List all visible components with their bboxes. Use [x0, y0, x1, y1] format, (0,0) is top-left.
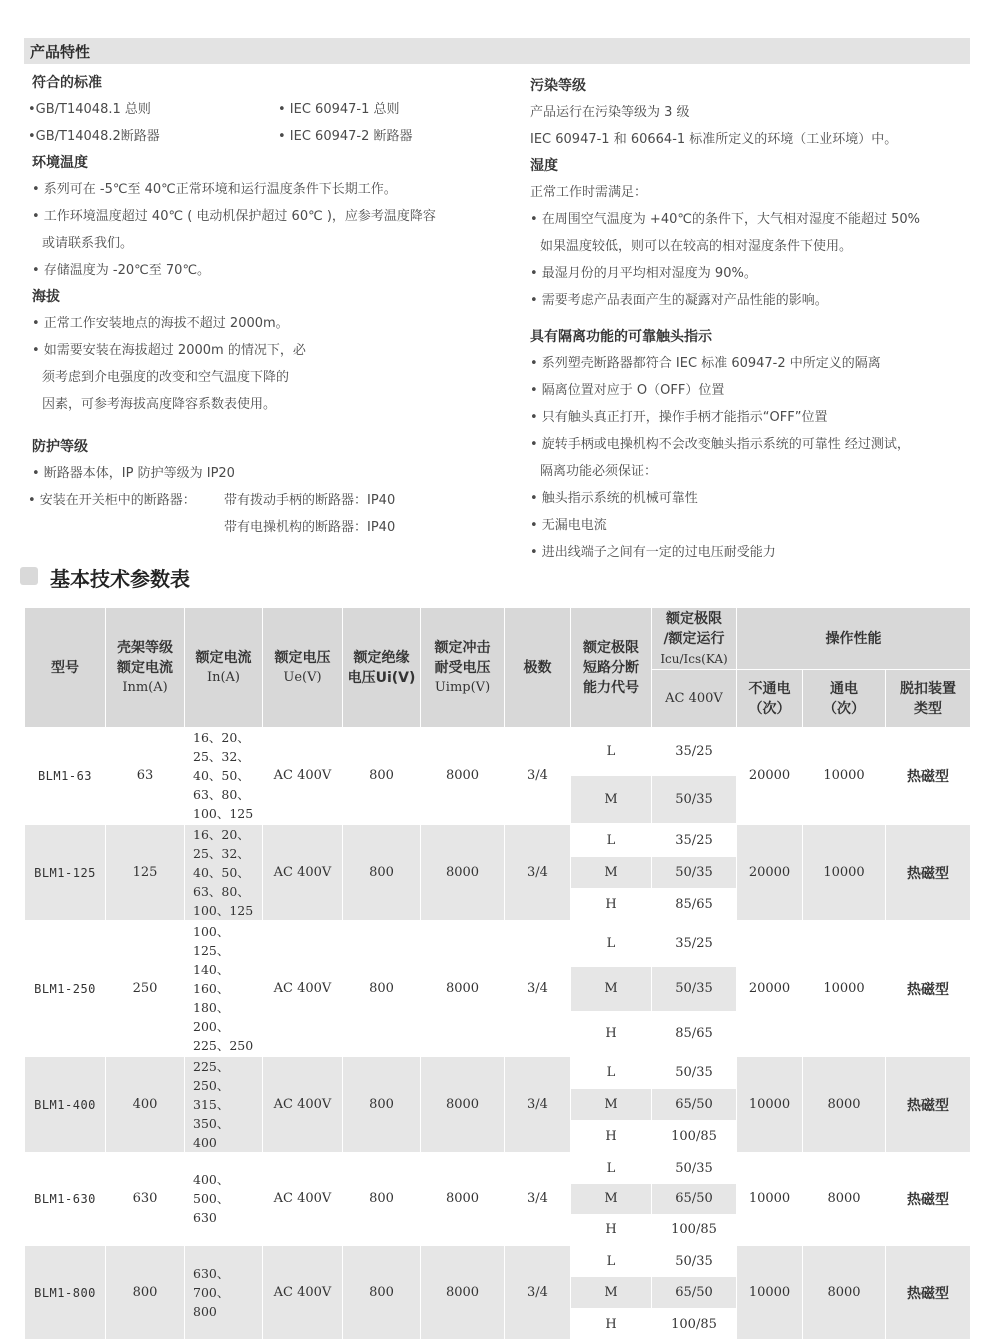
altitude-line: 因素，可参考海拔高度降容系数表使用。: [42, 397, 277, 412]
cell-voltage: AC 400V: [263, 1245, 343, 1340]
cell-model: BLM1-800: [25, 1245, 106, 1340]
cell-icu-ics: 50/35: [652, 966, 737, 1011]
cell-icu-ics: 35/25: [652, 824, 737, 856]
spec-table: [24, 607, 971, 1340]
table-title: 基本技术参数表: [50, 567, 190, 591]
pollution-heading: 污染等级: [530, 78, 586, 94]
isolation-line: • 只有触头真正打开，操作手柄才能指示“OFF”位置: [530, 410, 828, 425]
current-line: 630、700、: [193, 1266, 230, 1301]
env-temp-line: • 存储温度为 -20℃至 70℃。: [32, 263, 211, 278]
humidity-line: • 最湿月份的月平均相对湿度为 90%。: [530, 266, 757, 281]
cell-currents: [185, 921, 263, 1056]
cell-model: BLM1-63: [25, 728, 106, 825]
table-row: [25, 1153, 971, 1184]
cell-breaking-code: L: [571, 1245, 652, 1277]
cell-poles: 3/4: [505, 824, 571, 921]
features-left-column: [24, 70, 504, 541]
cell-trip-type: 热磁型: [886, 921, 971, 1056]
isolation-line: • 无漏电电流: [530, 518, 607, 533]
cell-icu-ics: 100/85: [652, 1308, 737, 1340]
cell-breaking-code: H: [571, 1121, 652, 1153]
header-no-current: 不通电 （次）: [737, 670, 803, 728]
cell-voltage: AC 400V: [263, 728, 343, 825]
header-operation: 操作性能: [737, 608, 971, 670]
cell-no-current: 20000: [737, 728, 803, 825]
standard-item: • IEC 60947-2 断路器: [278, 129, 413, 144]
header-trip: 脱扣装置 类型: [886, 670, 971, 728]
current-line: 225、250: [193, 1038, 254, 1053]
header-frame: 壳架等级 额定电流 Inm(A): [106, 608, 185, 728]
isolation-line: • 触头指示系统的机械可靠性: [530, 491, 698, 506]
cell-currents: [185, 824, 263, 921]
cell-frame: 630: [106, 1153, 185, 1245]
standards-heading: 符合的标准: [32, 75, 102, 91]
cell-currents: [185, 1153, 263, 1245]
current-line: 100、125: [193, 806, 254, 821]
cell-insulation: 800: [343, 824, 421, 921]
cell-insulation: 800: [343, 728, 421, 825]
cell-insulation: 800: [343, 921, 421, 1056]
cell-model: BLM1-125: [25, 824, 106, 921]
header-rated-current: 额定电流 In(A): [185, 608, 263, 728]
cell-voltage: AC 400V: [263, 1056, 343, 1153]
cell-icu-ics: 50/35: [652, 1245, 737, 1277]
cell-poles: 3/4: [505, 728, 571, 825]
cell-breaking-code: M: [571, 776, 652, 824]
cell-breaking-code: H: [571, 889, 652, 921]
current-line: 800: [193, 1304, 217, 1320]
cell-breaking-code: L: [571, 824, 652, 856]
cell-currents: [185, 1245, 263, 1340]
table-row: [25, 1056, 971, 1088]
protection-heading: 防护等级: [32, 439, 88, 455]
cell-with-current: 8000: [803, 1245, 886, 1340]
cell-impulse: 8000: [421, 921, 505, 1056]
altitude-line: 须考虑到介电强度的改变和空气温度下降的: [42, 370, 290, 385]
cell-icu-ics: 50/35: [652, 776, 737, 824]
cell-icu-ics: 35/25: [652, 728, 737, 776]
cell-no-current: 10000: [737, 1056, 803, 1153]
features-title: 产品特性: [30, 43, 91, 61]
cell-breaking-code: M: [571, 1277, 652, 1309]
humidity-line: 正常工作时需满足：: [530, 185, 648, 200]
current-line: 630: [193, 1210, 217, 1226]
cell-impulse: 8000: [421, 1153, 505, 1245]
isolation-line: 隔离功能必须保证：: [540, 464, 658, 479]
current-line: 63、80、: [193, 787, 250, 802]
standards-list: [24, 96, 504, 150]
cell-icu-ics: 50/35: [652, 1153, 737, 1184]
table-row: [25, 1245, 971, 1277]
isolation-line: • 进出线端子之间有一定的过电压耐受能力: [530, 545, 776, 560]
cell-with-current: 8000: [803, 1153, 886, 1245]
isolation-line: • 隔离位置对应于 O（OFF）位置: [530, 383, 725, 398]
cell-breaking-code: M: [571, 966, 652, 1011]
current-line: 40、50、: [193, 768, 250, 783]
cell-frame: 63: [106, 728, 185, 825]
isolation-heading: 具有隔离功能的可靠触头指示: [530, 329, 712, 345]
current-line: 225、250、: [193, 1059, 230, 1093]
table-row: [25, 921, 971, 966]
cell-breaking-code: H: [571, 1214, 652, 1245]
cell-breaking-code: M: [571, 1184, 652, 1215]
cell-model: BLM1-630: [25, 1153, 106, 1245]
cell-voltage: AC 400V: [263, 921, 343, 1056]
protection-line: • 断路器本体，IP 防护等级为 IP20: [32, 466, 235, 481]
cell-breaking-code: L: [571, 1056, 652, 1088]
cell-breaking-code: L: [571, 921, 652, 966]
cell-trip-type: 热磁型: [886, 1153, 971, 1245]
cell-frame: 400: [106, 1056, 185, 1153]
pollution-line: 产品运行在污染等级为 3 级: [530, 105, 690, 120]
cell-insulation: 800: [343, 1056, 421, 1153]
cell-insulation: 800: [343, 1153, 421, 1245]
current-line: 40、50、: [193, 865, 250, 880]
cell-with-current: 10000: [803, 824, 886, 921]
standard-item: • IEC 60947-1 总则: [278, 102, 400, 117]
cell-poles: 3/4: [505, 1245, 571, 1340]
table-row: [25, 824, 971, 856]
cell-breaking-code: M: [571, 1088, 652, 1120]
header-breaking-code: 额定极限 短路分断 能力代号: [571, 608, 652, 728]
protection-switchgear-value: 带有拨动手柄的断路器：IP40: [224, 493, 396, 508]
standard-item: •GB/T14048.2断路器: [28, 129, 160, 144]
current-line: 100、125: [193, 903, 254, 918]
cell-frame: 800: [106, 1245, 185, 1340]
cell-no-current: 20000: [737, 921, 803, 1056]
protection-switchgear-label: • 安装在开关柜中的断路器：: [28, 493, 196, 508]
cell-voltage: AC 400V: [263, 824, 343, 921]
cell-poles: 3/4: [505, 1056, 571, 1153]
isolation-line: • 旋转手柄或电操机构不会改变触头指示系统的可靠性 经过测试，: [530, 437, 910, 452]
env-temp-line: • 系列可在 -5℃至 40℃正常环境和运行温度条件下长期工作。: [32, 182, 397, 197]
cell-icu-ics: 65/50: [652, 1088, 737, 1120]
cell-icu-ics: 65/50: [652, 1277, 737, 1309]
cell-icu-ics: 50/35: [652, 1056, 737, 1088]
protection-motor-value: 带有电操机构的断路器：IP40: [224, 520, 396, 535]
cell-frame: 250: [106, 921, 185, 1056]
env-temp-line: • 工作环境温度超过 40℃ ( 电动机保护超过 60℃ )，应参考温度降容: [32, 209, 436, 224]
current-line: 25、32、: [193, 749, 250, 764]
cell-with-current: 10000: [803, 728, 886, 825]
isolation-line: • 系列塑壳断路器都符合 IEC 标准 60947-2 中所定义的隔离: [530, 356, 881, 371]
header-poles: 极数: [505, 608, 571, 728]
header-voltage: 额定电压 Ue(V): [263, 608, 343, 728]
cell-breaking-code: M: [571, 856, 652, 888]
header-icu: 额定极限 /额定运行 Icu/Ics(KA): [652, 608, 737, 670]
cell-poles: 3/4: [505, 921, 571, 1056]
cell-icu-ics: 35/25: [652, 921, 737, 966]
current-line: 400: [193, 1135, 217, 1150]
spec-table-body: [25, 728, 971, 1340]
cell-icu-ics: 50/35: [652, 856, 737, 888]
cell-no-current: 10000: [737, 1153, 803, 1245]
features-right-column: [522, 70, 982, 566]
cell-trip-type: 热磁型: [886, 824, 971, 921]
header-impulse: 额定冲击 耐受电压 Uimp(V): [421, 608, 505, 728]
cell-voltage: AC 400V: [263, 1153, 343, 1245]
header-icu-ac: AC 400V: [652, 670, 737, 728]
cell-trip-type: 热磁型: [886, 1056, 971, 1153]
current-line: 25、32、: [193, 846, 250, 861]
current-line: 400、500、: [193, 1172, 230, 1207]
protection-switchgear-row: [24, 487, 504, 514]
cell-breaking-code: L: [571, 728, 652, 776]
title-square-icon: [20, 567, 38, 585]
cell-insulation: 800: [343, 1245, 421, 1340]
cell-model: BLM1-250: [25, 921, 106, 1056]
altitude-heading: 海拔: [32, 289, 60, 305]
cell-icu-ics: 100/85: [652, 1214, 737, 1245]
cell-impulse: 8000: [421, 824, 505, 921]
header-with-current: 通电 （次）: [803, 670, 886, 728]
cell-icu-ics: 85/65: [652, 1011, 737, 1056]
cell-trip-type: 热磁型: [886, 728, 971, 825]
cell-currents: [185, 1056, 263, 1153]
cell-with-current: 8000: [803, 1056, 886, 1153]
pollution-line: IEC 60947-1 和 60664-1 标准所定义的环境（工业环境）中。: [530, 132, 898, 147]
table-row: [25, 728, 971, 776]
current-line: 180、200、: [193, 1000, 230, 1034]
cell-breaking-code: H: [571, 1308, 652, 1340]
env-temp-line: 或请联系我们。: [42, 236, 134, 251]
features-header-bar: [24, 38, 970, 64]
current-line: 100、125、: [193, 924, 230, 958]
cell-icu-ics: 100/85: [652, 1121, 737, 1153]
header-model: 型号: [25, 608, 106, 728]
cell-trip-type: 热磁型: [886, 1245, 971, 1340]
cell-breaking-code: L: [571, 1153, 652, 1184]
humidity-line: 如果温度较低，则可以在较高的相对湿度条件下使用。: [540, 239, 853, 254]
cell-with-current: 10000: [803, 921, 886, 1056]
cell-frame: 125: [106, 824, 185, 921]
humidity-heading: 湿度: [530, 158, 558, 174]
cell-breaking-code: H: [571, 1011, 652, 1056]
altitude-line: • 如需要安装在海拔超过 2000m 的情况下，必: [32, 343, 306, 358]
cell-impulse: 8000: [421, 1056, 505, 1153]
cell-model: BLM1-400: [25, 1056, 106, 1153]
humidity-line: • 需要考虑产品表面产生的凝露对产品性能的影响。: [530, 293, 828, 308]
current-line: 16、20、: [193, 827, 250, 842]
cell-impulse: 8000: [421, 728, 505, 825]
cell-no-current: 10000: [737, 1245, 803, 1340]
standard-item: •GB/T14048.1 总则: [28, 102, 151, 117]
cell-currents: [185, 728, 263, 825]
cell-poles: 3/4: [505, 1153, 571, 1245]
humidity-line: • 在周围空气温度为 +40℃的条件下，大气相对湿度不能超过 50%: [530, 212, 920, 227]
cell-no-current: 20000: [737, 824, 803, 921]
header-insulation: 额定绝缘 电压Ui(V): [343, 608, 421, 728]
current-line: 315、350、: [193, 1097, 230, 1131]
env-temp-heading: 环境温度: [32, 155, 88, 171]
current-line: 16、20、: [193, 730, 250, 745]
cell-impulse: 8000: [421, 1245, 505, 1340]
current-line: 63、80、: [193, 884, 250, 899]
altitude-line: • 正常工作安装地点的海拔不超过 2000m。: [32, 316, 289, 331]
cell-icu-ics: 65/50: [652, 1184, 737, 1215]
cell-icu-ics: 85/65: [652, 889, 737, 921]
current-line: 140、160、: [193, 962, 230, 996]
